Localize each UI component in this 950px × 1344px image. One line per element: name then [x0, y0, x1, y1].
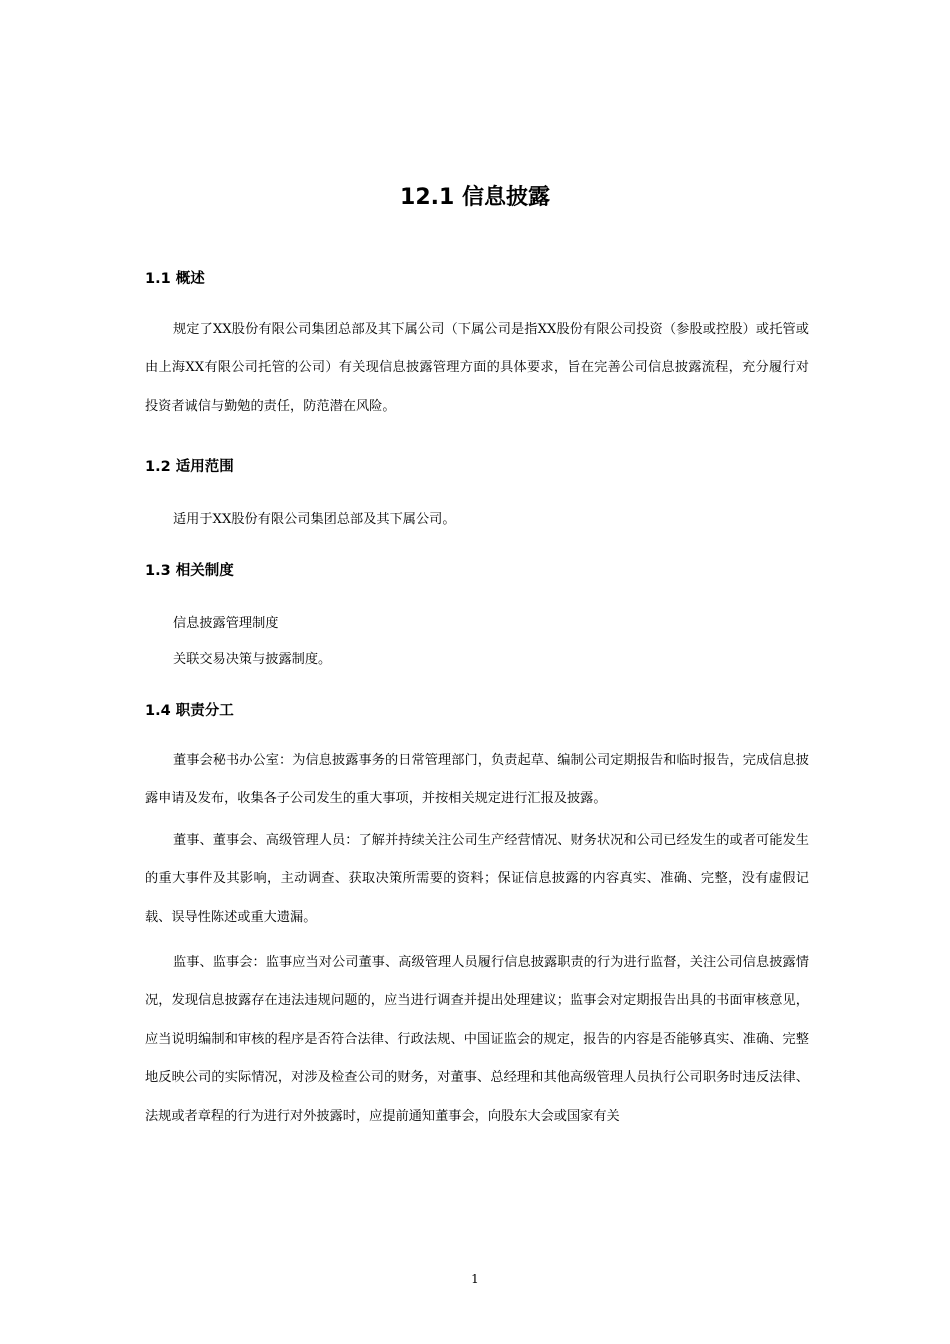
paragraph-supervisors: 监事、监事会：监事应当对公司董事、高级管理人员履行信息披露职责的行为进行监督，关注公司信息披露情况，发现信息披露存在违法违规问题的，应当进行调查并提出处理建议；监事会对定期报告出具的书面审核意见，应当说明编制和审核的程序是否符合法律、行政法规、中国证监会的规定，报告的内容是否能够真实、准确、完整地反映公司的实际情况，对涉及检查公司的财务，对董事、总经理和其他高级管理人员执行公司职务时违反法律、法规或者章程的行为进行对外披露时，应提前通知董事会，向股东大会或国家有关 [145, 955, 809, 1124]
paragraph-directors: 董事、董事会、高级管理人员：了解并持续关注公司生产经营情况、财务状况和公司已经发生的或者可能发生的重大事件及其影响，主动调查、获取决策所需要的资料；保证信息披露的内容真实、准确、完整，没有虚假记载、误导性陈述或重大遗漏。 [145, 833, 809, 925]
related-rule-item: 信息披露管理制度 [173, 616, 279, 631]
paragraph-overview: 规定了XX股份有限公司集团总部及其下属公司（下属公司是指XX股份有限公司投资（参股或控股）或托管或由上海XX有限公司托管的公司）有关现信息披露管理方面的具体要求，旨在完善公司信息披露流程，充分履行对投资者诚信与勤勉的责任，防范潜在风险。 [145, 322, 809, 414]
page-number: 1 [471, 1272, 479, 1286]
related-rule-item: 关联交易决策与披露制度。 [173, 652, 332, 667]
paragraph-scope: 适用于XX股份有限公司集团总部及其下属公司。 [173, 512, 456, 527]
section-heading-related-rules: 1.3 相关制度 [145, 563, 234, 579]
section-heading-scope: 1.2 适用范围 [145, 459, 234, 475]
section-heading-overview: 1.1 概述 [145, 271, 205, 287]
page-title: 12.1 信息披露 [400, 185, 550, 210]
paragraph-board-secretary: 董事会秘书办公室：为信息披露事务的日常管理部门，负责起草、编制公司定期报告和临时报告，完成信息披露申请及发布，收集各子公司发生的重大事项，并按相关规定进行汇报及披露。 [145, 753, 809, 807]
section-heading-responsibilities: 1.4 职责分工 [145, 703, 234, 719]
